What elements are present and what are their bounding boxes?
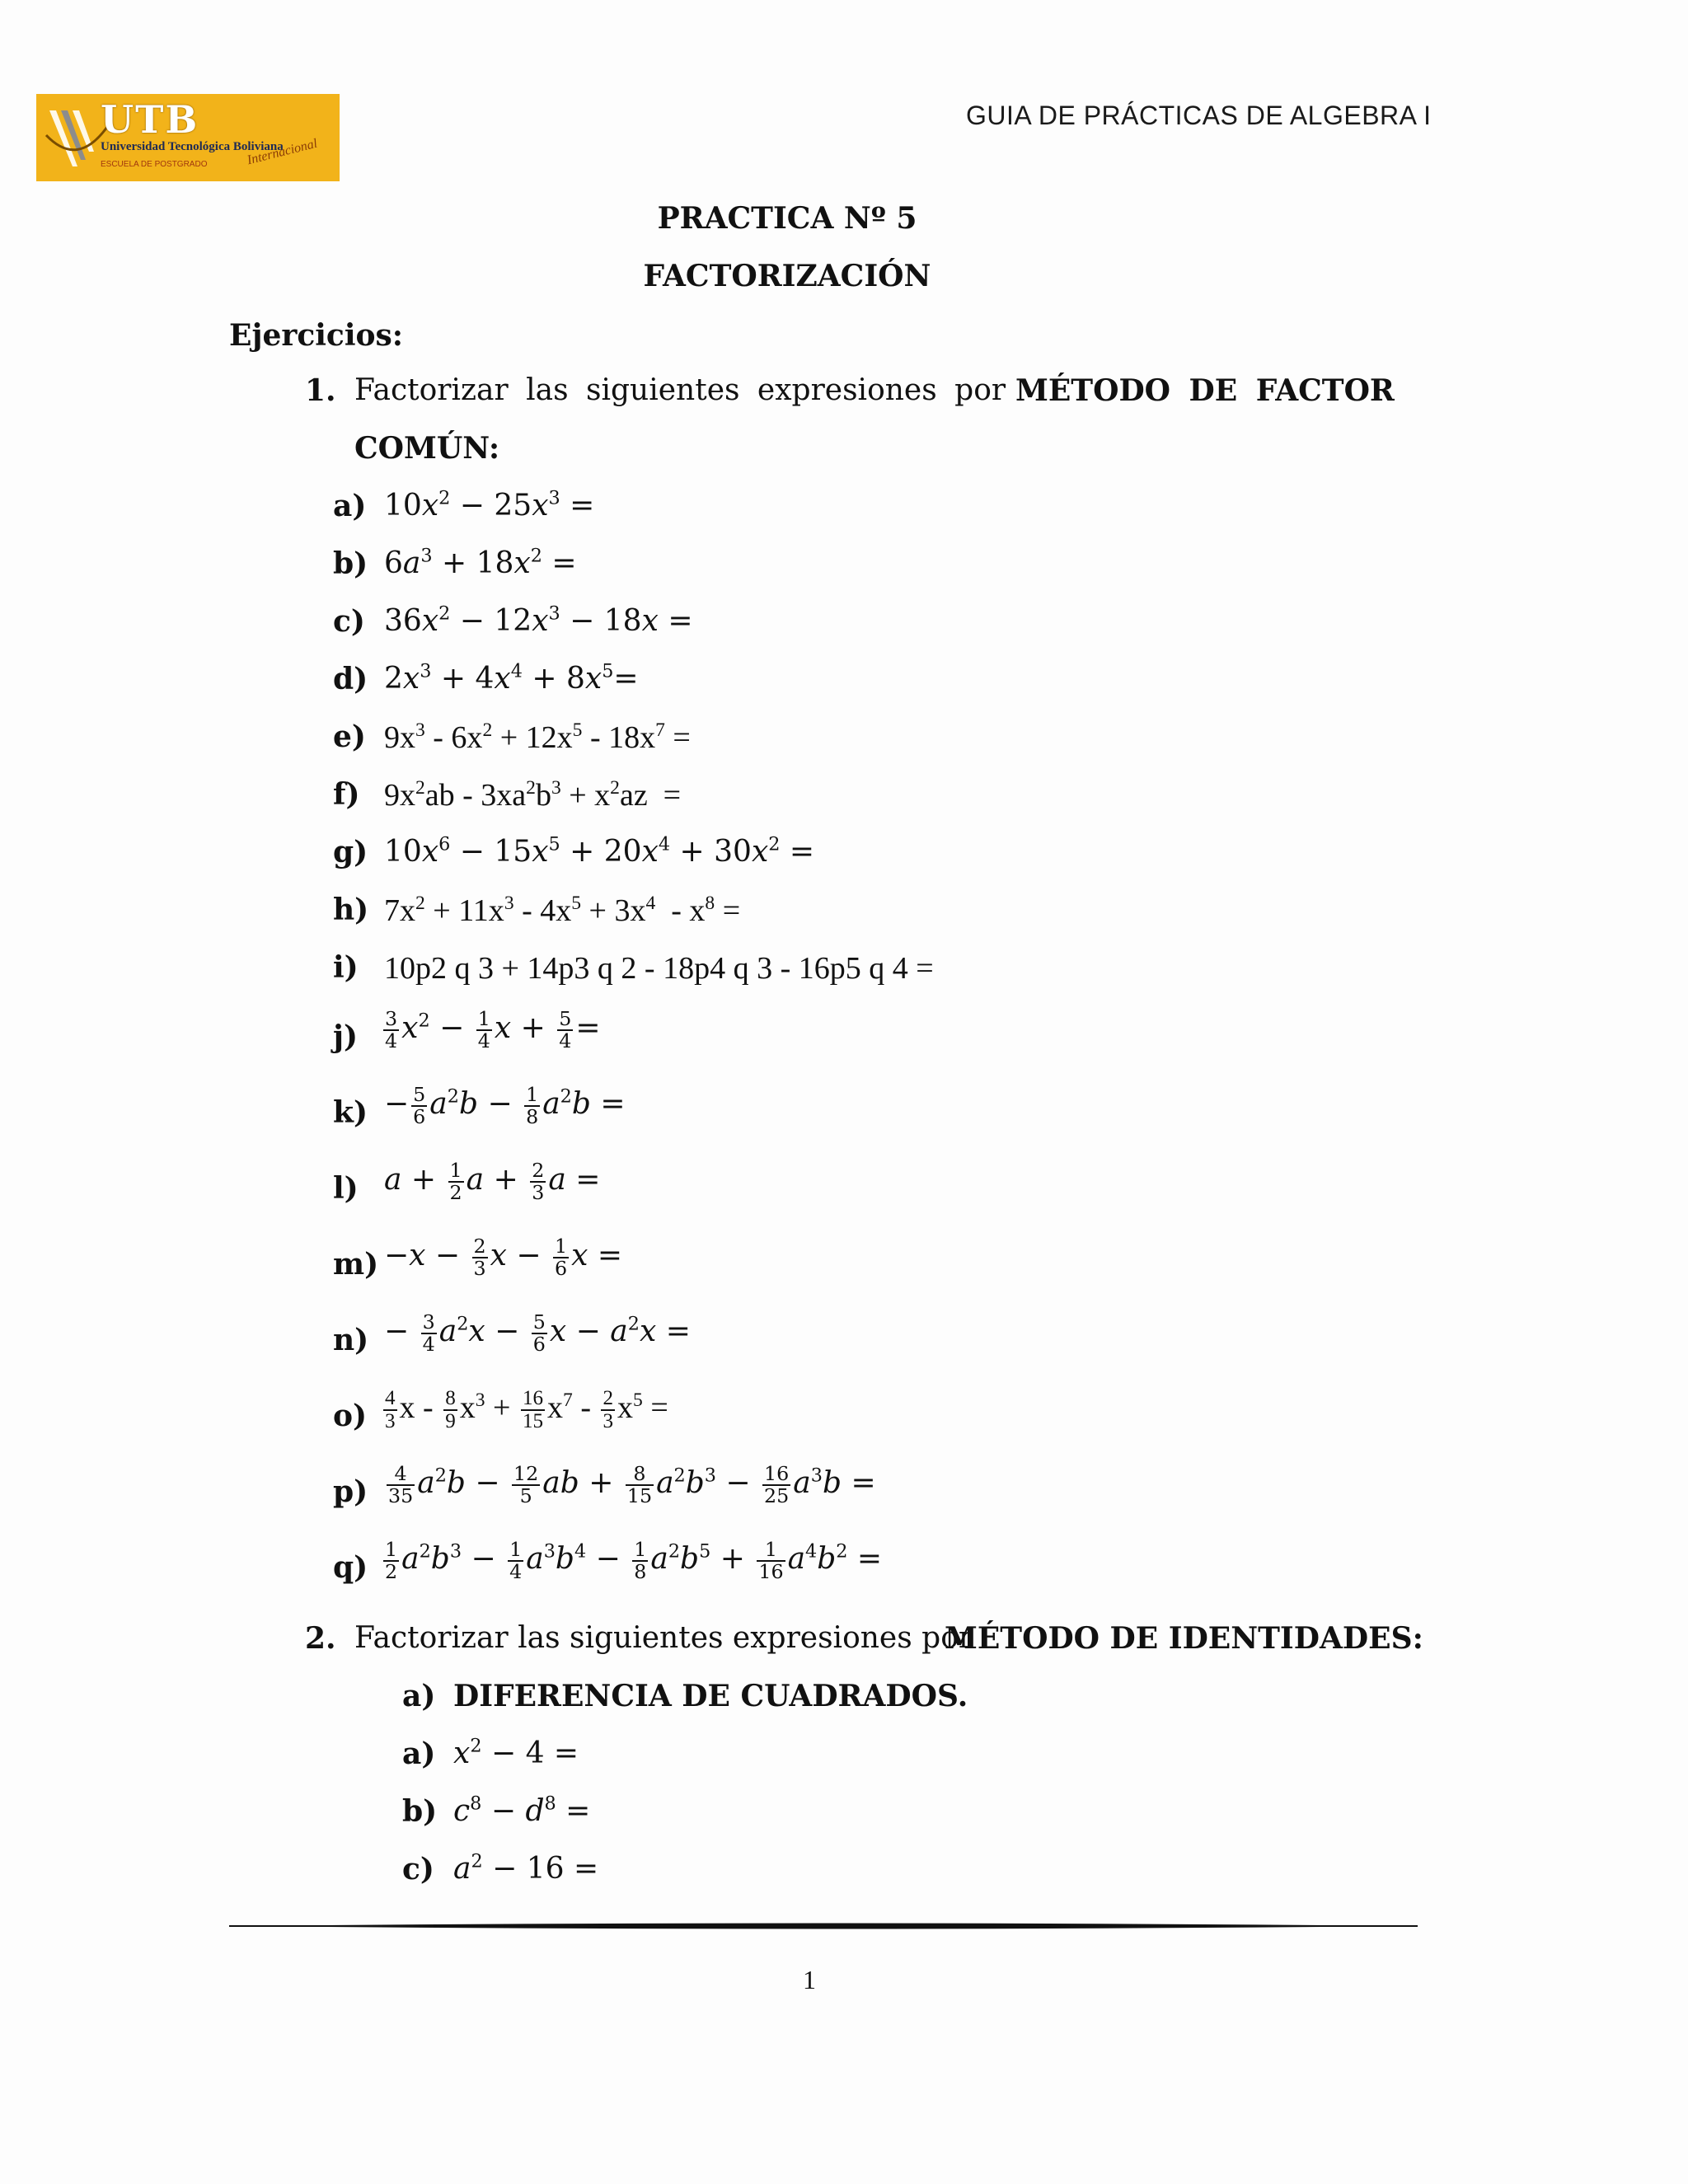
utb-logo (36, 94, 340, 181)
item-expression: $7x^2 + 11x^3 - 4x^5 + 3x^4 - x^8$ = (384, 892, 741, 928)
item-expression: $10x^6 - 15x^5 + 20x^4 + 30x^2$ = (384, 833, 815, 869)
item-label: c) (333, 604, 365, 639)
item-label: b) (333, 546, 368, 581)
item-expression: $c^8 - d^8$ = (453, 1793, 591, 1828)
item-expression: $9x^2ab - 3xa^2b^3 + x^2az$ = (384, 776, 682, 813)
item-expression: 10p2 q 3 + 14p3 q 2 - 18p4 q 3 - 16p5 q 4 = (384, 951, 934, 986)
item-label: f) (333, 777, 360, 812)
item-expression: $\frac{3}{4}$ $x^2$ − $\frac{1}{4}$ x + $\frac{5}{4}$ = (385, 1007, 601, 1052)
practice-subtitle: FACTORIZACIÓN (643, 259, 931, 293)
logo-slogan: Internacional (246, 136, 319, 168)
item-expression: $\frac{4}{35}$ $a^2b$ − $\frac{12}{5}$ ab + $\frac{8}{15}$ $a^2b^3$ − $\frac{16}{25}$ $a^3b$ = (388, 1462, 876, 1507)
item-expression: − $\frac{5}{6}$ $a^2b$ − $\frac{1}{8}$ $a^2b$ = (384, 1083, 626, 1128)
subsection-label: a) (402, 1679, 436, 1713)
exercise-method: MÉTODO DE IDENTIDADES: (945, 1621, 1423, 1656)
item-label: g) (333, 835, 368, 869)
item-expression: $10x^2 - 25x^3$ = (384, 487, 595, 523)
item-label: e) (333, 719, 366, 754)
item-label: i) (333, 950, 359, 985)
item-expression: $x^2 - 4$ = (453, 1735, 579, 1770)
item-label: a) (402, 1736, 436, 1771)
item-label: d) (333, 662, 368, 696)
item-label: k) (333, 1095, 368, 1130)
item-expression: −x − $\frac{2}{3}$ x − $\frac{1}{6}$ x = (384, 1235, 623, 1280)
practice-title: PRACTICA Nº 5 (657, 201, 917, 236)
page-number: 1 (803, 1965, 816, 1994)
item-label: c) (402, 1852, 434, 1886)
item-label: j) (333, 1019, 359, 1054)
item-label: o) (333, 1399, 368, 1433)
exercise-number: 2. (305, 1621, 336, 1656)
item-label: h) (333, 893, 369, 927)
logo-title: UTB (101, 97, 199, 142)
item-expression: $6a^3 + 18x^2$ = (384, 545, 577, 580)
item-label: m) (333, 1247, 379, 1282)
item-expression: a + $\frac{1}{2}$ a + $\frac{2}{3}$ a = (384, 1159, 601, 1204)
item-expression: $\frac{1}{2}$ $a^2b^3$ − $\frac{1}{4}$ $a^3b^4$ − $\frac{1}{8}$ $a^2b^5$ + $\frac{1}{16}$ $a^4b^2$ = (385, 1538, 883, 1583)
item-expression: $a^2 - 16$ = (453, 1850, 599, 1886)
exercise-method: MÉTODO DE FACTOR (1015, 373, 1395, 408)
item-expression: $\frac{4}{3}$ x - $\frac{8}{9}$ $x^3$ + $\frac{16}{15}$ $x^7$ - $\frac{2}{3}$ $x^5$ = (385, 1387, 668, 1433)
item-label: b) (402, 1794, 438, 1829)
item-expression: $2x^3 + 4x^4 + 8x^5=$ (384, 660, 639, 696)
section-label: Ejercicios: (229, 318, 404, 353)
item-label: n) (333, 1323, 369, 1357)
logo-university: Universidad Tecnológica Boliviana (101, 140, 284, 153)
item-label: l) (333, 1171, 359, 1206)
exercise-number: 1. (305, 373, 336, 408)
item-expression: $36x^2 - 12x^3 - 18x$ = (384, 602, 693, 638)
running-header: GUIA DE PRÁCTICAS DE ALGEBRA I (966, 101, 1432, 130)
item-label: a) (333, 489, 367, 523)
item-expression: − $\frac{3}{4}$ $a^2x$ − $\frac{5}{6}$ $x - a^2x$ = (384, 1310, 691, 1356)
logo-school: ESCUELA DE POSTGRADO (101, 160, 208, 169)
subsection-title: DIFERENCIA DE CUADRADOS. (453, 1679, 968, 1713)
item-expression: $9x^3 - 6x^2 + 12x^5 - 18x^7$ = (384, 719, 691, 755)
item-label: p) (333, 1474, 368, 1509)
exercise-instruction: Factorizar las siguientes expresiones por (354, 373, 1006, 407)
footer-divider (229, 1920, 1418, 1932)
exercise-method-cont: COMÚN: (354, 431, 500, 466)
item-label: q) (333, 1550, 368, 1585)
exercise-instruction: Factorizar las siguientes expresiones por (354, 1621, 973, 1655)
